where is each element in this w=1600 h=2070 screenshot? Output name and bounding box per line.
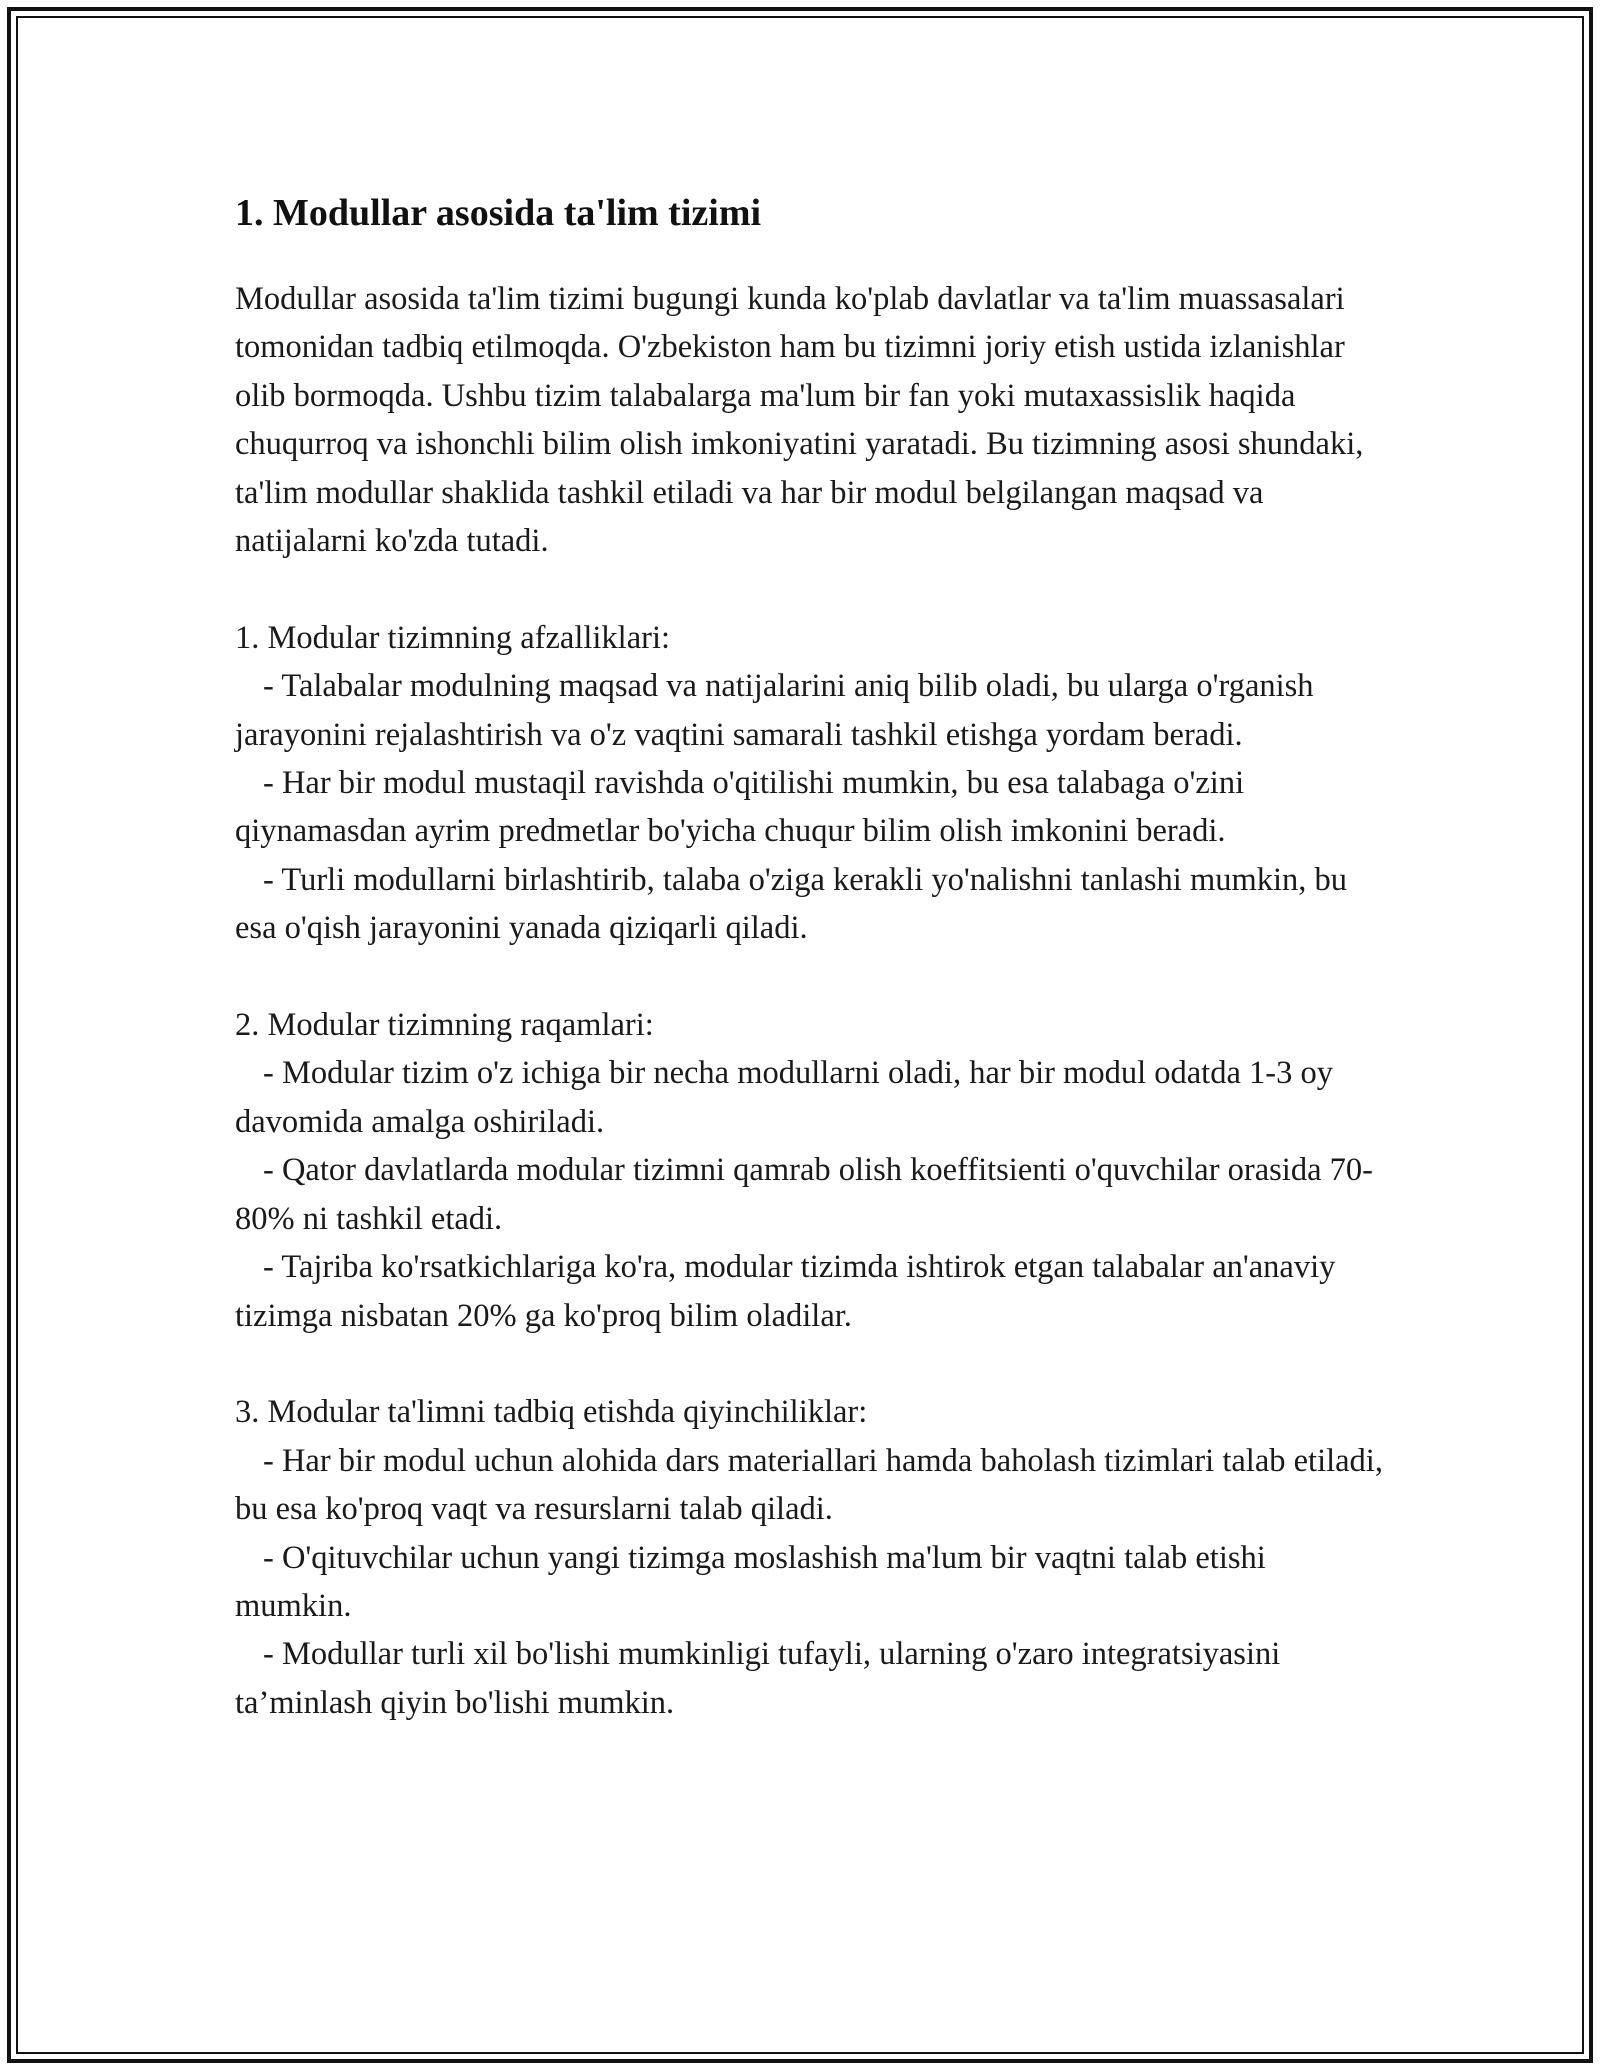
section-heading: 1. Modular tizimning afzalliklari: [235, 619, 671, 656]
list-item: - Qator davlatlarda modular tizimni qamrab olish koeffitsienti o'quvchilar orasida 70-80% ni tashkil etadi. [235, 1152, 1373, 1237]
list-item: - Tajriba ko'rsatkichlariga ko'ra, modular tizimda ishtirok etgan talabalar an'anaviy tizimga nisbatan 20% ga ko'proq bilim oladilar. [235, 1249, 1336, 1334]
document-body [235, 183, 1385, 1727]
section-numbers [235, 1001, 1385, 1340]
section-heading: 2. Modular tizimning raqamlari: [235, 1007, 654, 1044]
document-title: 1. Modullar asosida ta'lim tizimi [235, 192, 762, 234]
spacer [235, 565, 1385, 613]
spacer [235, 1340, 1385, 1388]
list-item: - Modular tizim o'z ichiga bir necha modullarni oladi, har bir modul odatda 1-3 oy davomida amalga oshiriladi. [235, 1055, 1333, 1140]
list-item: - Talabalar modulning maqsad va natijalarini aniq bilib oladi, bu ularga o'rganish jarayonini rejalashtirish va o'z vaqtini samarali tashkil etishga yordam beradi. [235, 668, 1314, 753]
list-item: - O'qituvchilar uchun yangi tizimga moslashish ma'lum bir vaqtni talab etishi mumkin. [235, 1539, 1266, 1624]
list-item: - Modullar turli xil bo'lishi mumkinligi tufayli, ularning o'zaro integratsiyasini ta’minlash qiyin bo'lishi mumkin. [235, 1636, 1281, 1721]
spacer [235, 953, 1385, 1001]
section-challenges [235, 1388, 1385, 1727]
list-item: - Har bir modul mustaqil ravishda o'qitilishi mumkin, bu esa talabaga o'zini qiynamasdan ayrim predmetlar bo'yicha chuqur bilim olish imkonini beradi. [235, 765, 1245, 850]
section-heading: 3. Modular ta'limni tadbiq etishda qiyinchiliklar: [235, 1394, 868, 1431]
list-item: - Turli modullarni birlashtirib, talaba o'ziga kerakli yo'nalishni tanlashi mumkin, bu esa o'qish jarayonini yanada qiziqarli qiladi. [235, 861, 1348, 947]
intro-paragraph: Modullar asosida ta'lim tizimi bugungi kunda ko'plab davlatlar va ta'lim muassasalari tomonidan tadbiq etilmoqda. O'zbekiston ham bu tizimni joriy etish ustida izlanishlar olib bormoqda. Ushbu tizim talabalarga ma'lum bir fan yoki mutaxassislik haqida chuqurroq va ishonchli bilim olish imkoniyatini yaratadi. Bu tizimning asosi shundaki, ta'lim modullar shaklida tashkil etiladi va har bir modul belgilangan maqsad va natijalarni ko'zda tutadi. [235, 281, 1372, 560]
list-item: - Har bir modul uchun alohida dars materiallari hamda baholash tizimlari talab etiladi, bu esa ko'proq vaqt va resurslarni talab qiladi. [235, 1442, 1383, 1528]
section-advantages [235, 614, 1385, 953]
